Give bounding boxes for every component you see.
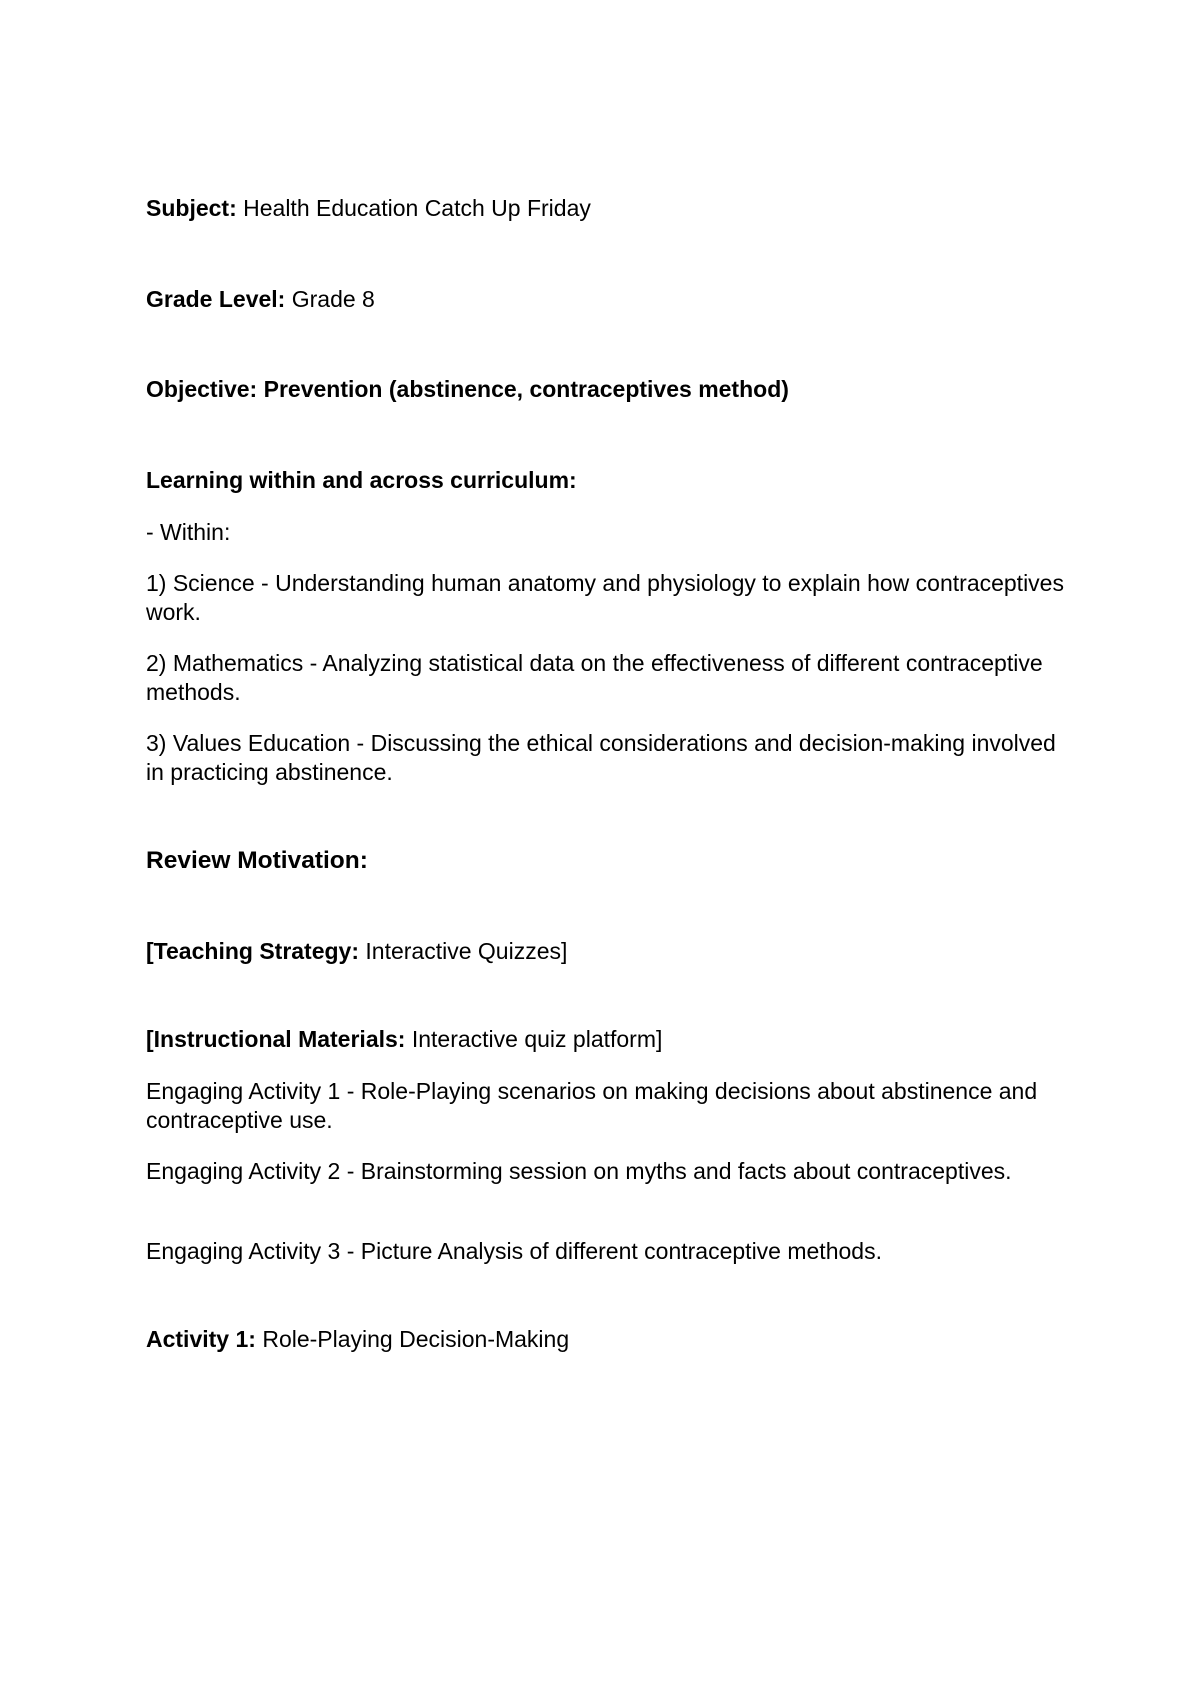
activity-1-line [146, 1325, 1076, 1354]
grade-level-value: Grade 8 [291, 286, 375, 312]
engaging-activity-2: Engaging Activity 2 - Brainstorming session on myths and facts about contraceptives. [146, 1158, 1012, 1184]
learning-item-science: 1) Science - Understanding human anatomy and physiology to explain how contraceptives work. [146, 570, 1064, 625]
learning-item-mathematics: 2) Mathematics - Analyzing statistical data on the effectiveness of different contraceptive methods. [146, 650, 1043, 705]
engaging-activity-1: Engaging Activity 1 - Role-Playing scenarios on making decisions about abstinence and contraceptive use. [146, 1078, 1038, 1133]
objective-value: Prevention (abstinence, contraceptives method) [263, 376, 789, 402]
learning-item-values-education: 3) Values Education - Discussing the ethical considerations and decision-making involved in practicing abstinence. [146, 730, 1056, 785]
subject-label: Subject: [146, 195, 237, 221]
instructional-materials-value: Interactive quiz platform] [411, 1026, 663, 1052]
grade-level-line [146, 285, 1076, 314]
subject-line [146, 194, 1076, 223]
teaching-strategy-open-bracket: [ [146, 938, 154, 964]
teaching-strategy-value: Interactive Quizzes] [365, 938, 568, 964]
activity-1-value: Role-Playing Decision-Making [262, 1326, 570, 1352]
instructional-materials-line [146, 1025, 1076, 1054]
teaching-strategy-label: Teaching Strategy: [153, 938, 360, 964]
objective-label: Objective: [146, 376, 258, 402]
teaching-strategy-line [146, 937, 1076, 966]
within-label: - Within: [146, 519, 231, 545]
objective-line [146, 375, 1076, 404]
instructional-materials-open-bracket: [ [146, 1026, 154, 1052]
subject-value: Health Education Catch Up Friday [243, 195, 591, 221]
review-motivation-heading: Review Motivation: [146, 847, 368, 874]
grade-level-label: Grade Level: [146, 286, 286, 312]
instructional-materials-label: Instructional Materials: [153, 1026, 406, 1052]
learning-heading: Learning within and across curriculum: [146, 467, 577, 493]
activity-1-label: Activity 1: [146, 1326, 256, 1352]
engaging-activity-3: Engaging Activity 3 - Picture Analysis of different contraceptive methods. [146, 1238, 882, 1264]
